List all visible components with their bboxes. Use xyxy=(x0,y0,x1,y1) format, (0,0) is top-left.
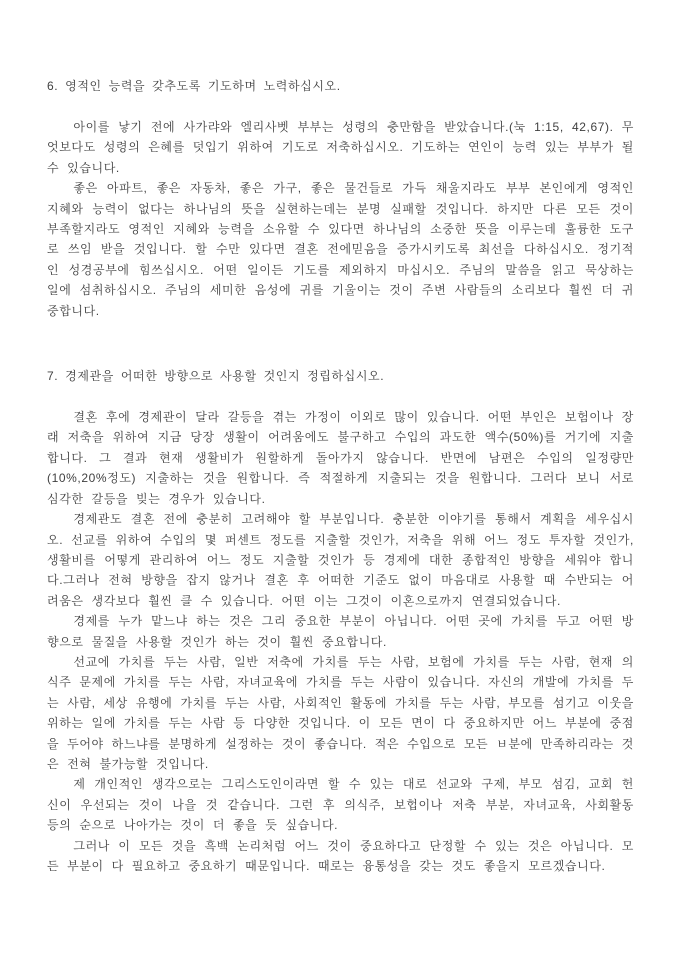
paragraph: 선교에 가치를 두는 사람, 일반 저축에 가치를 두는 사람, 보험에 가치를 두는 사람, 현재 의식주 문제에 가치를 두는 사람, 자녀교육에 가치를 두는 사람이 있습니다. 자신의 개발에 가치를 두는 사람, 세상 유행에 가치를 두는 사람, 사회적인 활동에 가치를 두는 사람, 부모를 섬기고 이웃을 위하는 일에 가치를 두는 사람 등 다양한 것입니다. 이 모든 면이 다 중요하지만 어느 부분에 중점을 두어야 하느냐를 분명하게 설정하는 것이 좋습니다. 적은 수입으로 모든 ㅂ분에 만족하리라는 것은 전혀 불가능할 것입니다. xyxy=(47,654,634,771)
paragraph: 제 개인적인 생각으로는 그리스도인이라면 할 수 있는 대로 선교와 구제, 부모 섬김, 교회 헌신이 우선되는 것이 나을 것 같습니다. 그런 후 의식주, 보헙이나 저축 부분, 자녀교육, 사회활동 등의 순으로 나아가는 것이 더 좋을 듯 싶습니다. xyxy=(47,777,634,833)
section-7 xyxy=(47,366,634,876)
section-6 xyxy=(47,76,634,321)
section-heading: 7. 경제관을 어떠한 방향으로 사용할 것인지 정립하십시오. xyxy=(47,369,385,384)
section-heading: 6. 영적인 능력을 갖추도록 기도하며 노력하십시오. xyxy=(47,79,341,93)
paragraph: 경제를 누가 맡느냐 하는 것은 그리 중요한 부분이 아닙니다. 어떤 곳에 가치를 두고 어떤 방향으로 물질을 사용할 것인가 하는 것이 훨씬 중요합니다. xyxy=(47,614,634,649)
paragraph: 좋은 아파트, 좋은 자동차, 좋은 가구, 좋은 물건들로 가득 채울지라도 부부 본인에게 영적인 지혜와 능력이 없다는 하나님의 뜻을 실현하는데는 분명 실패할 것입니다. 하지만 다른 모든 것이 부족할지라도 영적인 지혜와 능력을 소유할 수 있다면 하나님의 소중한 뜻을 이루는데 훌륭한 도구로 쓰임 받을 것입니다. 할 수만 있다면 결혼 전에믿음을 증가시키도록 최선을 다하십시오. 정기적인 성경공부에 힘쓰십시오. 어떤 일이든 기도를 제외하지 마십시오. 주님의 말씀을 읽고 묵상하는 일에 섬취하십시오. 주님의 세미한 음성에 귀를 기울이는 것이 주변 사람들의 소리보다 훨씬 더 귀중합니다. xyxy=(47,181,634,318)
paragraph: 경제관도 결혼 전에 충분히 고려해야 할 부분입니다. 충분한 이야기를 통해서 계획을 세우십시오. 선교를 위하여 수입의 몇 퍼센트 정도를 지출할 것인가, 저축을 위해 어느 정도 투자할 것인가, 생활비를 어떻게 관리하여 어느 정도 지출할 것인가 등 경제에 대한 종합적인 방향을 세워야 합니다.그러나 전혀 방향을 잡지 않거나 결혼 후 어떠한 기준도 없이 마음대로 사용할 때 수반되는 어려움은 생각보다 훨씬 클 수 있습니다. 어떤 이는 그것이 이혼으로까지 연결되었습니다. xyxy=(47,512,634,608)
paragraph: 그러나 이 모든 것을 흑백 논리처럼 어느 것이 중요하다고 단정할 수 있는 것은 아닙니다. 모든 부분이 다 필요하고 중요하기 때문입니다. 때로는 융통성을 갖는 것도 좋을지 모르겠습니다. xyxy=(47,838,634,873)
paragraph: 결혼 후에 경제관이 달라 갈등을 겪는 가정이 이외로 많이 있습니다. 어떤 부인은 보험이나 장래 저축을 위하여 지금 당장 생활이 어려움에도 불구하고 수입의 과도한 액수(50%)를 거기에 지출합니다. 그 결과 현재 생활비가 원할하게 돌아가지 않습니다. 반면에 남편은 수입의 일정량만(10%,20%정도) 지출하는 것을 원합니다. 즉 적절하게 지출되는 것을 원합니다. 그러다 보니 서로 심각한 갈등을 빚는 경우가 있습니다. xyxy=(47,410,634,506)
paragraph: 아이를 낳기 전에 사가랴와 엘리사벳 부부는 성령의 충만함을 받았습니다.(눅 1:15, 42,67). 무엇보다도 성령의 은혜를 덧입기 위하여 기도로 저축하십시오. 기도하는 연인이 능력 있는 부부가 될 수 있습니다. xyxy=(47,120,634,175)
